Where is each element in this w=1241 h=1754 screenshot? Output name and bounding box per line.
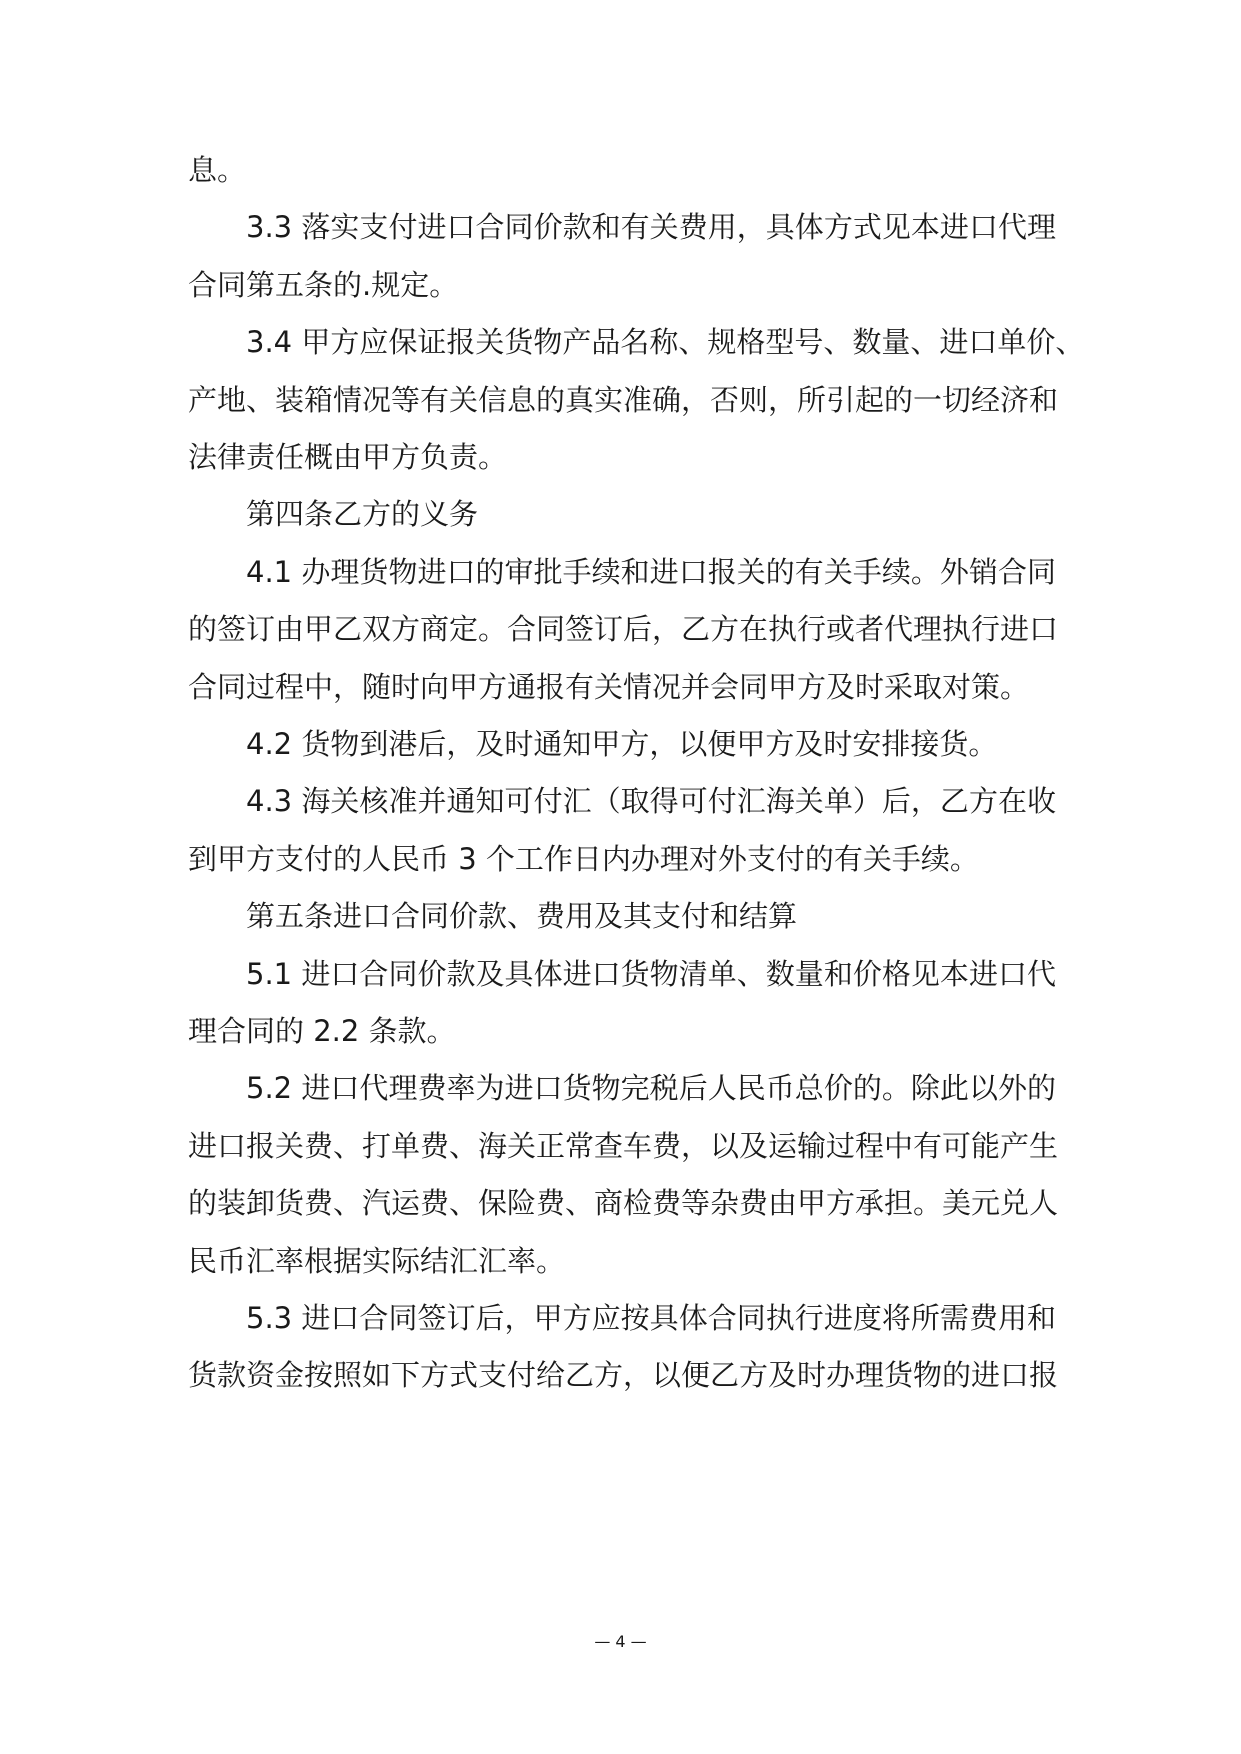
text-line: 到甲方支付的人民币 3 个工作日内办理对外支付的有关手续。 (188, 842, 979, 876)
text-line: 5.2 进口代理费率为进口货物完税后人民币总价的。除此以外的 (246, 1071, 1056, 1105)
text-line: 的装卸货费、汽运费、保险费、商检费等杂费由甲方承担。美元兑人 (188, 1186, 1059, 1220)
text-line: 进口报关费、打单费、海关正常查车费，以及运输过程中有可能产生 (188, 1129, 1059, 1163)
text-line: 息。 (188, 153, 247, 187)
text-line: 4.1 办理货物进口的审批手续和进口报关的有关手续。外销合同 (246, 555, 1056, 589)
section-heading: 第五条进口合同价款、费用及其支付和结算 (246, 899, 798, 933)
text-line: 5.1 进口合同价款及具体进口货物清单、数量和价格见本进口代 (246, 957, 1056, 991)
text-line: 法律责任概由甲方负责。 (188, 440, 508, 474)
text-line: 5.3 进口合同签订后，甲方应按具体合同执行进度将所需费用和 (246, 1301, 1056, 1335)
text-line: 理合同的 2.2 条款。 (188, 1014, 456, 1048)
text-line: 民币汇率根据实际结汇汇率。 (188, 1244, 566, 1278)
text-line: 4.2 货物到港后，及时通知甲方，以便甲方及时安排接货。 (246, 727, 998, 761)
text-line: 货款资金按照如下方式支付给乙方，以便乙方及时办理货物的进口报 (188, 1358, 1059, 1392)
section-heading: 第四条乙方的义务 (246, 497, 479, 531)
page-number: — 4 — (594, 1632, 647, 1651)
text-line: 合同过程中，随时向甲方通报有关情况并会同甲方及时采取对策。 (188, 670, 1030, 704)
text-line: 产地、装箱情况等有关信息的真实准确，否则，所引起的一切经济和 (188, 383, 1059, 417)
text-line: 4.3 海关核准并通知可付汇（取得可付汇海关单）后，乙方在收 (246, 784, 1056, 818)
text-line: 合同第五条的.规定。 (188, 268, 459, 302)
text-line: 3.3 落实支付进口合同价款和有关费用，具体方式见本进口代理 (246, 210, 1056, 244)
text-line: 的签订由甲乙双方商定。合同签订后，乙方在执行或者代理执行进口 (188, 612, 1059, 646)
text-line: 3.4 甲方应保证报关货物产品名称、规格型号、数量、进口单价、 (246, 325, 1085, 359)
